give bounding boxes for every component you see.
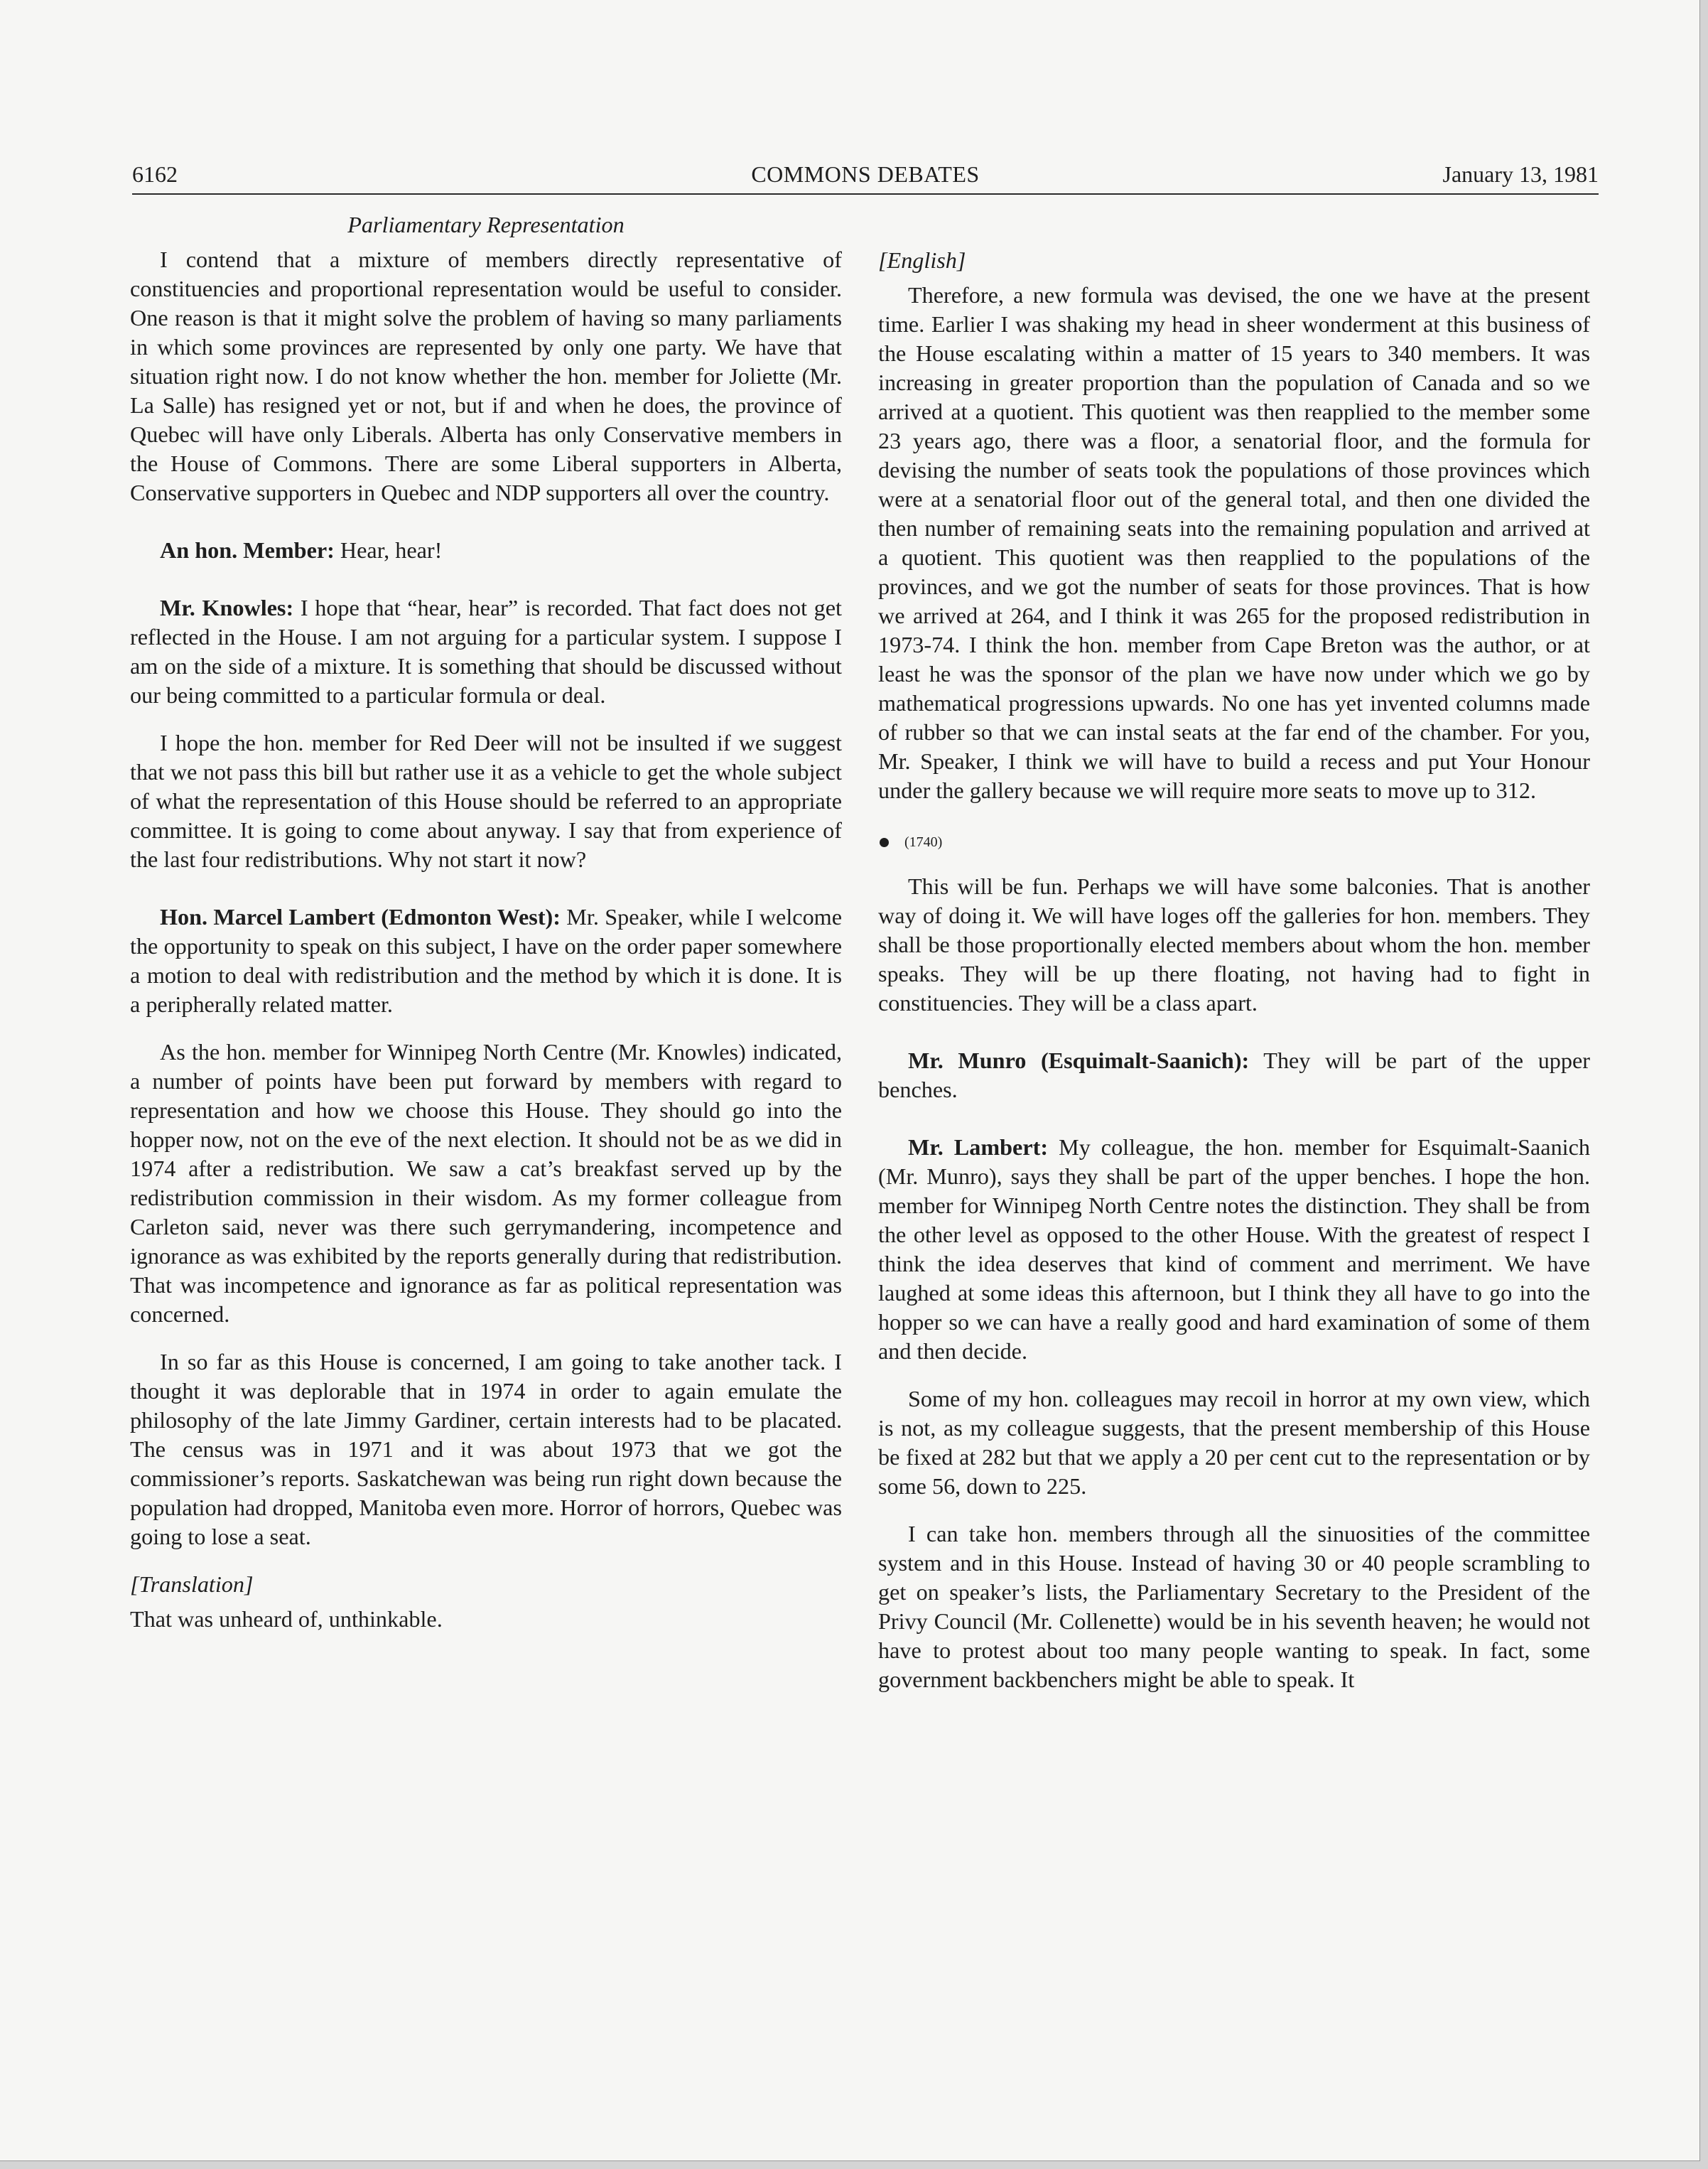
paragraph: I contend that a mixture of members directly representative of constituencies and proportional representation would be useful to consider. One reason is that it might solve the problem of having so many parliaments in which some provinces are represented by only one party. We have that situation right now. I do not know whether the hon. member for Joliette (Mr. La Salle) has resigned yet or not, but if and when he does, the province of Quebec will have only Liberals. Alberta has only Conservative members in the House of Commons. There are some Liberal supporters in Alberta, Conservative supporters in Quebec and NDP supporters all over the country.	[130, 247, 842, 505]
bullet-icon	[880, 838, 889, 847]
paragraph: Therefore, a new formula was devised, the one we have at the present time. Earlier I was shaking my head in sheer wonderment at this business of the House escalating within a matter of 15 years to 340 members. It was increasing in greater proportion than the population of Canada and so we arrived at a quotient. This quotient was then reapplied to the member some 23 years ago, there was a floor, a senatorial floor, and the formula for devising the number of seats took the populations of those provinces which were at a senatorial floor out of the general total, and then one divided the then number of remaining seats into the remaining population and arrived at a quotient. This quotient was then reapplied to the populations of the provinces, and we got the number of seats for those provinces. That is how we arrived at 264, and I think it was 265 for the proposed redistribution in 1973-74. I think the hon. member from Cape Breton was the author, or at least he was the sponsor of the plan we have now under which we go by mathematical progressions upwards. No one has yet invented columns made of rubber so that we can instal seats at the far end of the chamber. For you, Mr. Speaker, I think we will have to build a recess and put Your Honour under the gallery because we will require more seats to move up to 312.	[878, 282, 1590, 803]
speech-paragraph	[130, 593, 842, 710]
speech-paragraph	[878, 1133, 1590, 1366]
paragraph: That was unheard of, unthinkable.	[130, 1606, 443, 1632]
paragraph: I hope the hon. member for Red Deer will not be insulted if we suggest that we not pass this bill but rather use it as a vehicle to get the whole subject of what the representation of this House should be referred to an appropriate committee. It is going to come about anyway. I say that from experience of the last four redistributions. Why not start it now?	[130, 730, 842, 872]
language-label: [English]	[878, 247, 966, 273]
speaker-name: Mr. Knowles:	[160, 595, 294, 620]
section-heading: Parliamentary Representation	[347, 212, 625, 237]
speech-text: I hope that “hear, hear” is recorded. That fact does not get reflected in the House. I am not arguing for a particular system. I suppose I am on the side of a mixture. It is something that should be discussed without our being committed to a particular formula or deal.	[130, 595, 842, 708]
speech-text: They will be part of the upper benches.	[878, 1048, 1590, 1102]
speech-paragraph	[878, 1046, 1590, 1104]
speaker-name: Hon. Marcel Lambert (Edmonton West):	[160, 904, 561, 930]
publication-title: COMMONS DEBATES	[751, 161, 980, 187]
time-marker	[880, 834, 1590, 851]
right-column	[878, 246, 1590, 1694]
paragraph: As the hon. member for Winnipeg North Centre (Mr. Knowles) indicated, a number of points have been put forward by members with regard to representation and how we choose this House. They should go into the hopper now, not on the eve of the next election. It should not be as we did in 1974 after a redistribution. We saw a cat’s breakfast served up by the redistribution commission in their wisdom. As my former colleague from Carleton said, never was there such gerrymandering, incompetence and ignorance as was exhibited by the reports generally during that redistribution. That was incompetence and ignorance as far as political representation was concerned.	[130, 1039, 842, 1327]
speech-text: Mr. Speaker, while I welcome the opportunity to speak on this subject, I have on the order paper somewhere a motion to deal with redistribution and the method by which it is done. It is a peripherally related matter.	[130, 904, 842, 1017]
speech-text: Hear, hear!	[334, 537, 443, 563]
page-number: 6162	[132, 161, 178, 187]
speech-paragraph	[130, 536, 842, 565]
speaker-name: An hon. Member:	[160, 537, 335, 563]
paragraph: This will be fun. Perhaps we will have some balconies. That is another way of doing it. We will have loges off the galleries for hon. members. They shall be those proportionally elected members about whom the hon. member speaks. They will be up there floating, not having had to fight in constituencies. They will be a class apart.	[878, 873, 1590, 1016]
publication-date: January 13, 1981	[1442, 161, 1599, 187]
speech-paragraph	[130, 903, 842, 1019]
time-marker-text: (1740)	[904, 834, 943, 850]
paragraph: In so far as this House is concerned, I am going to take another tack. I thought it was deplorable that in 1974 in order to again emulate the philosophy of the late Jimmy Gardiner, certain interests had to be placated. The census was in 1971 and it was about 1973 that we got the commissioner’s reports. Saskatchewan was being run right down because the population had dropped, Manitoba even more. Horror of horrors, Quebec was going to lose a seat.	[130, 1349, 842, 1549]
speaker-name: Mr. Munro (Esquimalt-Saanich):	[908, 1048, 1250, 1073]
paragraph: Some of my hon. colleagues may recoil in horror at my own view, which is not, as my colleague suggests, that the present membership of this House be fixed at 282 but that we apply a 20 per cent cut to the representation or by some 56, down to 225.	[878, 1386, 1590, 1499]
language-label: [Translation]	[130, 1571, 254, 1597]
speech-text: My colleague, the hon. member for Esquimalt-Saanich (Mr. Munro), says they shall be part of the upper benches. I hope the hon. member for Winnipeg North Centre notes the distinction. They shall be from the other level as opposed to the other House. With the greatest of respect I think the idea deserves that kind of comment and merriment. We have laughed at some ideas this afternoon, but I think they all have to go into the hopper so we can have a really good and hard examination of some of them and then decide.	[878, 1134, 1590, 1364]
left-column	[130, 210, 842, 1634]
page-header	[132, 159, 1599, 195]
speaker-name: Mr. Lambert:	[908, 1134, 1049, 1160]
paragraph: I can take hon. members through all the sinuosities of the committee system and in this House. Instead of having 30 or 40 people scrambling to get on speaker’s lists, the Parliamentary Secretary to the President of the Privy Council (Mr. Collenette) would be in his seventh heaven; he would not have to protest about too many people wanting to speak. In fact, some government backbenchers might be able to speak. It	[878, 1521, 1590, 1692]
